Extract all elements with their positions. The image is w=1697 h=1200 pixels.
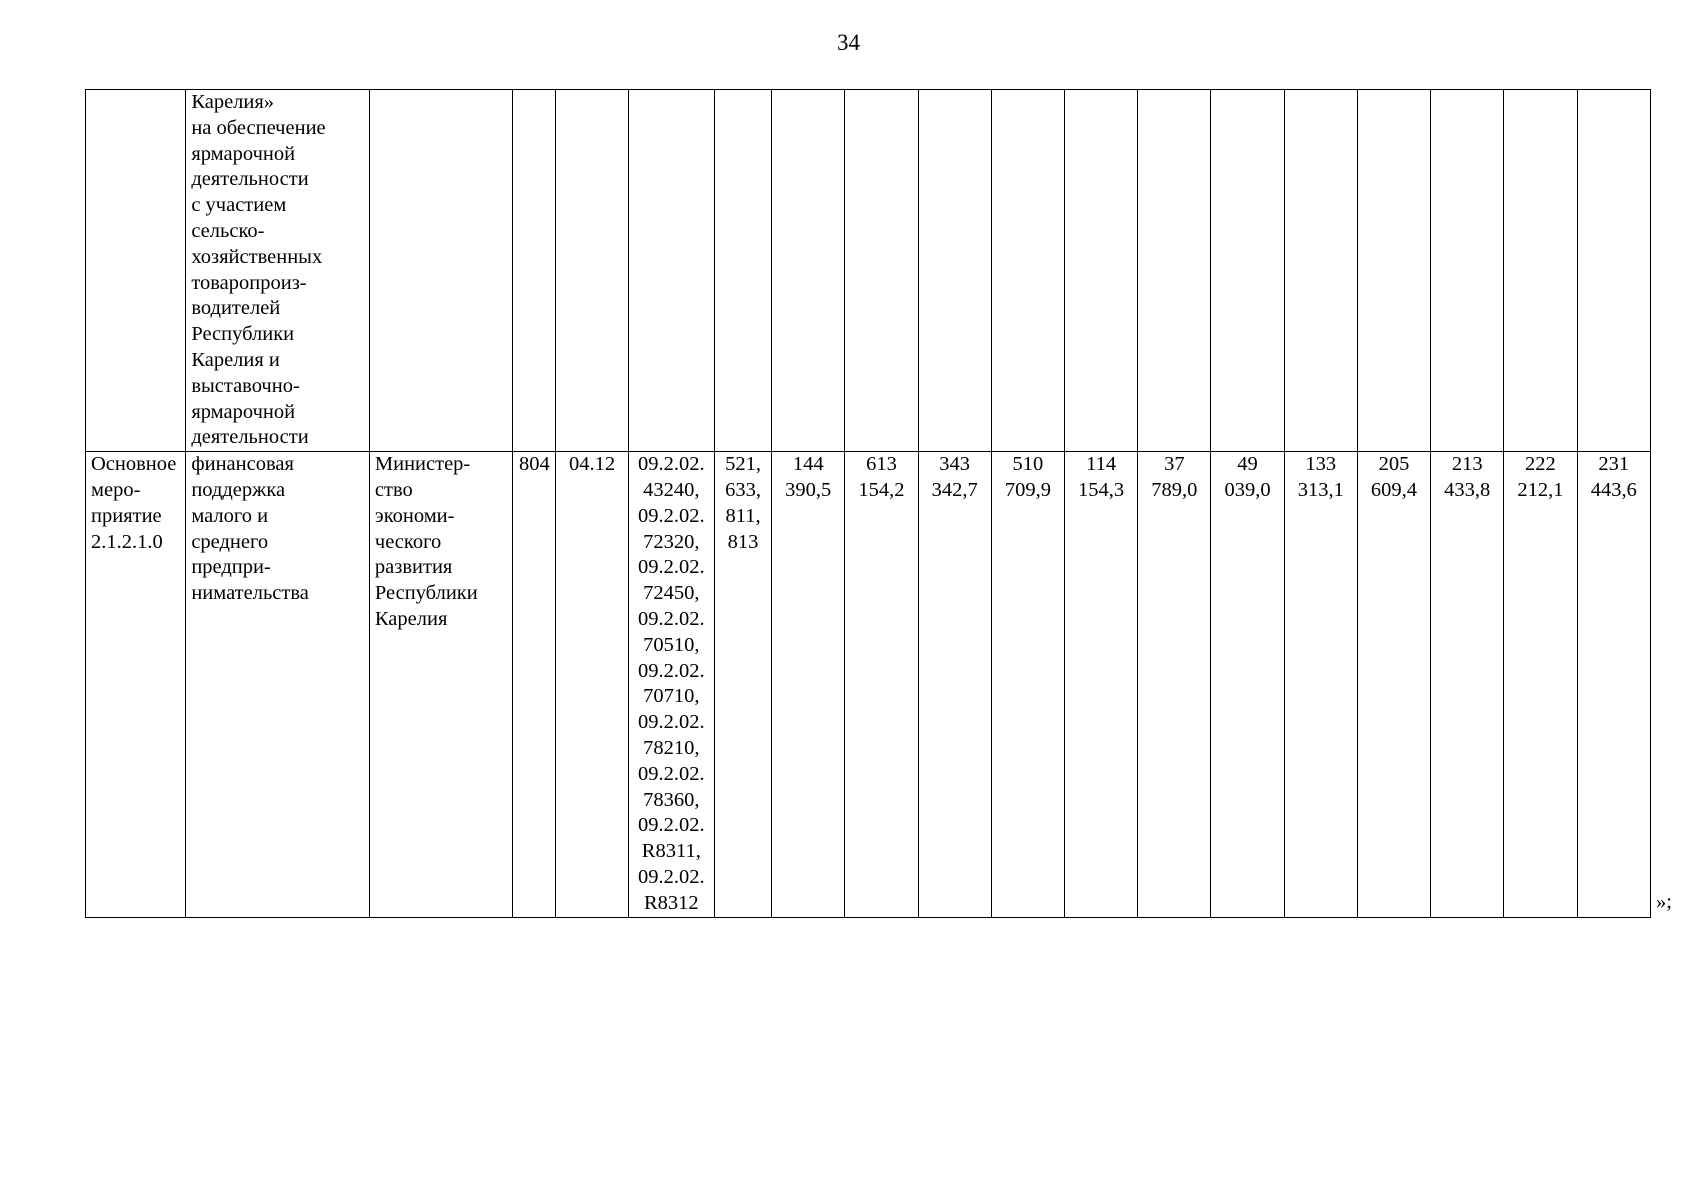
grbs-cell <box>513 90 556 452</box>
amount-line: 433,8 <box>1444 478 1491 501</box>
rzpr-cell <box>556 90 628 452</box>
amount-cell <box>772 452 845 917</box>
amount-line: 133 <box>1305 453 1337 476</box>
amount-cell <box>918 90 991 452</box>
amount-line: 510 <box>1012 453 1044 476</box>
csr-line: 70710, <box>643 685 700 708</box>
amount-line: 609,4 <box>1370 478 1418 501</box>
csr-line: 43240, <box>643 478 700 501</box>
amount-line: 49 <box>1237 453 1258 476</box>
amount-cell <box>991 90 1064 452</box>
csr-cell <box>628 90 714 452</box>
name-line: ярмарочной <box>191 400 296 423</box>
csr-line: 70510, <box>643 633 700 656</box>
csr-line: 09.2.02. <box>638 453 705 476</box>
vr-line: 521, <box>725 453 761 476</box>
csr-line: R8312 <box>643 891 699 914</box>
amount-line: 154,2 <box>858 478 905 501</box>
name-line: поддержка <box>191 478 286 501</box>
amount-cell <box>991 452 1064 917</box>
name-line: нимательства <box>191 582 309 605</box>
amount-line: 443,6 <box>1590 478 1637 501</box>
vr-cell <box>714 90 771 452</box>
status-cell <box>86 452 186 917</box>
amount-line: 212,1 <box>1517 478 1564 501</box>
amount-cell <box>1284 90 1357 452</box>
amount-line: 390,5 <box>785 478 832 501</box>
amount-line: 342,7 <box>931 478 978 501</box>
rzpr-cell: 04.12 <box>556 452 628 917</box>
status-line: 2.1.2.1.0 <box>91 530 163 553</box>
amount-cell <box>1577 90 1650 452</box>
vr-cell <box>714 452 771 917</box>
amount-cell <box>918 452 991 917</box>
name-line: среднего <box>191 530 269 553</box>
amount-line: 222 <box>1525 453 1556 476</box>
amount-cell <box>1431 452 1504 917</box>
name-line: с участием <box>191 194 287 217</box>
amount-line: 343 <box>939 453 971 476</box>
amount-line: 039,0 <box>1224 478 1271 501</box>
amount-cell <box>1065 90 1138 452</box>
table-row-continuation <box>86 90 1651 452</box>
amount-cell <box>1577 452 1650 917</box>
amount-cell <box>1504 90 1577 452</box>
name-line: деятельности <box>191 168 309 191</box>
budget-table <box>85 89 1651 918</box>
executor-line: ческого <box>374 530 442 553</box>
executor-cell <box>369 452 512 917</box>
executor-line: Министер- <box>374 453 471 476</box>
executor-line: Карелия <box>374 607 448 630</box>
csr-line: 09.2.02. <box>638 814 705 837</box>
csr-line: 78360, <box>643 788 700 811</box>
name-line: Карелия» <box>191 91 275 113</box>
amount-line: 213 <box>1451 453 1483 476</box>
name-line: деятельности <box>191 426 309 449</box>
amount-line: 231 <box>1598 453 1630 476</box>
name-line: товаропроиз- <box>191 271 307 294</box>
status-line: Основное <box>91 453 177 476</box>
executor-line: Республики <box>374 582 478 605</box>
csr-line: 72450, <box>643 582 700 605</box>
executor-cell <box>369 90 512 452</box>
csr-line: 72320, <box>643 530 700 553</box>
amount-line: 789,0 <box>1151 478 1198 501</box>
amount-line: 205 <box>1378 453 1410 476</box>
vr-line: 811, <box>725 504 761 527</box>
name-line: малого и <box>191 504 269 527</box>
csr-line: R8311, <box>641 840 701 863</box>
amount-cell <box>1138 90 1211 452</box>
name-line: Республики <box>191 323 295 346</box>
amount-cell <box>1357 452 1430 917</box>
amount-cell <box>772 90 845 452</box>
csr-cell <box>628 452 714 917</box>
name-line: предпри- <box>191 556 271 579</box>
amount-cell <box>1357 90 1430 452</box>
amount-line: 154,3 <box>1078 478 1125 501</box>
amount-cell <box>1431 90 1504 452</box>
vr-line: 813 <box>727 530 759 553</box>
name-line: выставочно- <box>191 374 300 397</box>
amount-line: 313,1 <box>1297 478 1344 501</box>
csr-line: 09.2.02. <box>638 556 705 579</box>
amount-cell <box>845 452 918 917</box>
executor-line: экономи- <box>374 504 455 527</box>
csr-line: 78210, <box>643 736 700 759</box>
csr-line: 09.2.02. <box>638 607 705 630</box>
name-line: ярмарочной <box>191 142 296 165</box>
amount-cell <box>1504 452 1577 917</box>
page-number: 34 <box>837 30 860 55</box>
csr-line: 09.2.02. <box>638 865 705 888</box>
csr-line: 09.2.02. <box>638 504 705 527</box>
amount-cell <box>1211 452 1284 917</box>
name-line: хозяйственных <box>191 245 323 268</box>
amount-cell <box>1211 90 1284 452</box>
name-cell <box>186 452 370 917</box>
name-line: Карелия и <box>191 348 280 371</box>
name-cell <box>186 90 370 452</box>
name-line: сельско- <box>191 219 265 242</box>
amount-line: 37 <box>1164 453 1185 476</box>
executor-line: ство <box>374 478 413 501</box>
name-line: финансовая <box>191 453 294 476</box>
closing-quote-mark: »; <box>1656 891 1672 913</box>
amount-cell <box>1284 452 1357 917</box>
executor-line: развития <box>374 556 453 579</box>
status-line: приятие <box>91 504 162 527</box>
csr-line: 09.2.02. <box>638 762 705 785</box>
amount-line: 613 <box>866 453 897 476</box>
amount-line: 114 <box>1086 453 1117 476</box>
grbs-cell: 804 <box>513 452 556 917</box>
status-line: меро- <box>91 478 141 501</box>
status-cell <box>86 90 186 452</box>
name-line: на обеспечение <box>191 116 326 139</box>
csr-line: 09.2.02. <box>638 659 705 682</box>
amount-line: 709,9 <box>1004 478 1051 501</box>
name-line: водителей <box>191 297 281 320</box>
table-row-main-activity <box>86 452 1651 917</box>
vr-line: 633, <box>725 478 761 501</box>
amount-line: 144 <box>792 453 824 476</box>
csr-line: 09.2.02. <box>638 711 705 734</box>
amount-cell <box>1138 452 1211 917</box>
amount-cell <box>845 90 918 452</box>
amount-cell <box>1065 452 1138 917</box>
